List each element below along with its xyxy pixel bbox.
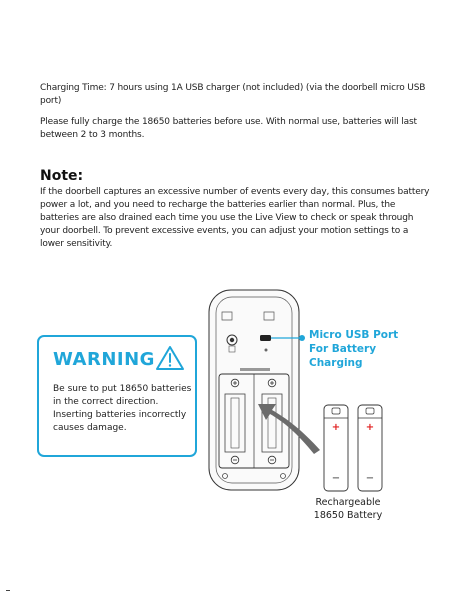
warning-heading: WARNING bbox=[53, 349, 155, 370]
warning-text: Be sure to put 18650 batteries in the correct direction. Inserting batteries incorrectly causes damage. bbox=[53, 384, 192, 433]
battery-label: Rechargeable 18650 Battery bbox=[313, 497, 383, 521]
usb-port-callout: Micro USB Port For Battery Charging bbox=[309, 329, 399, 369]
battery-1-plus: + bbox=[331, 422, 341, 433]
battery-2-minus: − bbox=[365, 473, 375, 484]
note-paragraph: If the doorbell captures an excessive number of events every day, this consumes battery power a lot, and you need to recharge the batteries earlier than normal. Plus, the batteries are also drained each time you use the Live View to check or speak through your doorbell. To prevent excessive events, you can adjust your motion settings to a lower sensitivity. bbox=[40, 187, 430, 249]
battery-1-minus: − bbox=[331, 473, 341, 484]
page-edge-mark bbox=[6, 590, 10, 591]
note-heading: Note: bbox=[40, 168, 84, 184]
doorbell-illustration bbox=[209, 290, 299, 490]
charging-time-paragraph: Charging Time: 7 hours using 1A USB charger (not included) (via the doorbell micro USB port) bbox=[40, 83, 426, 106]
full-charge-paragraph: Please fully charge the 18650 batteries before use. With normal use, batteries will last between 2 to 3 months. bbox=[40, 117, 417, 140]
battery-2-plus: + bbox=[365, 422, 375, 433]
